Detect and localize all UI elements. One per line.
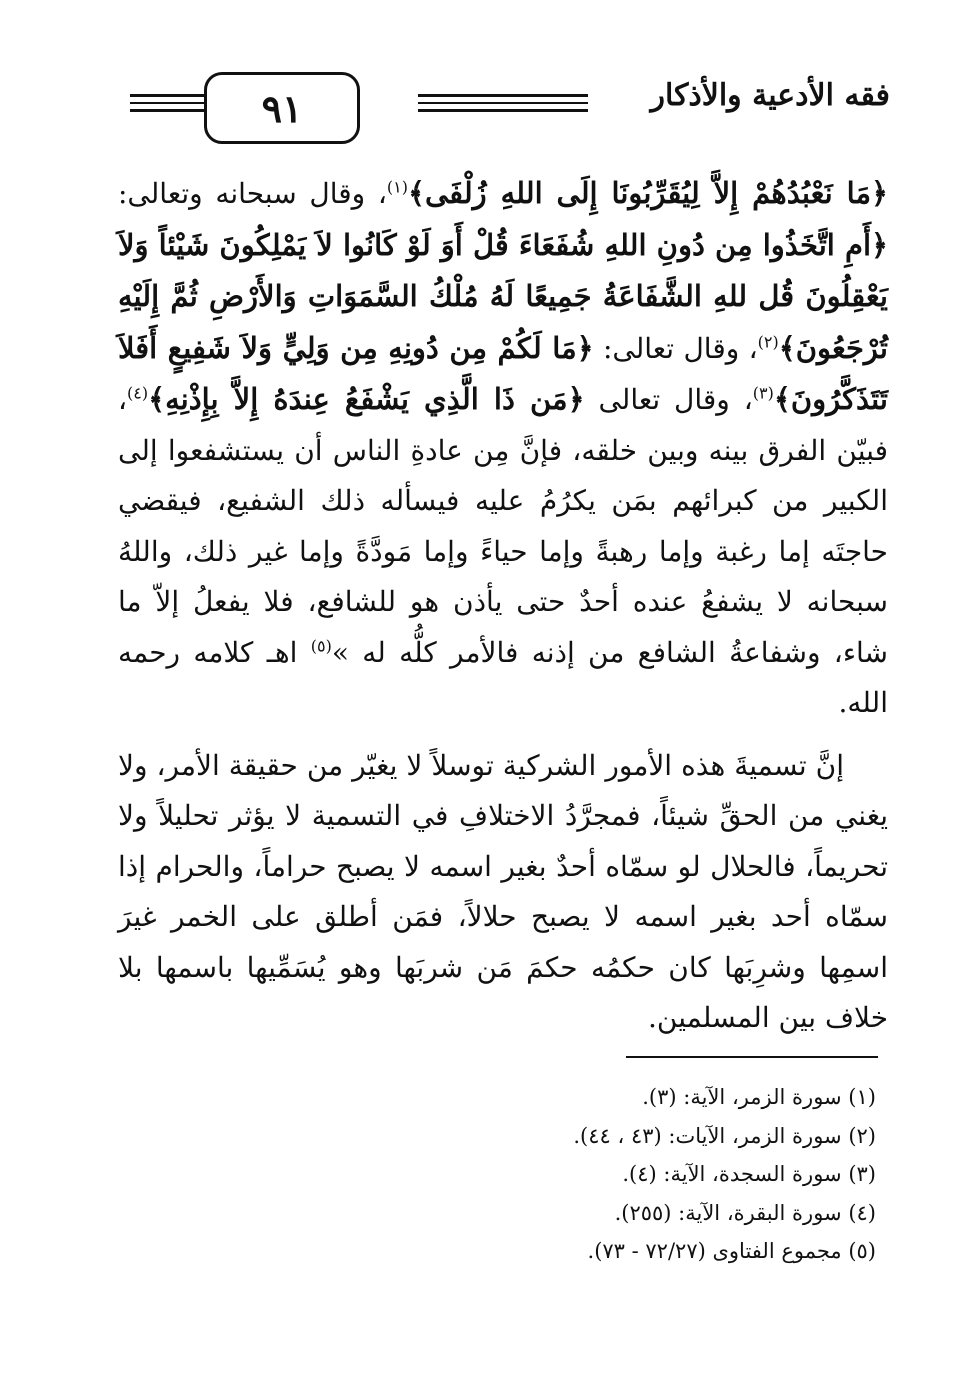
header-rule — [418, 102, 588, 104]
text-segment: ، وقال تعالى: — [593, 331, 758, 365]
text-segment: ، وقال تعالى — [584, 383, 753, 416]
footnote-separator — [626, 1056, 878, 1058]
footnote-ref: (٥) — [310, 636, 332, 656]
footnote: (٢) سورة الزمر، الآيات: (٤٣ ، ٤٤). — [573, 1123, 876, 1148]
footnote-ref: (٣) — [752, 383, 774, 403]
quran-verse: ﴿أَمِ اتَّخَذُوا مِن دُونِ اللهِ شُفَعَاءَ قُلْ أَوَ لَوْ كَانُوا لاَ يَمْلِكُونَ شَيْئاً وَلاَ يَعْقِلُونَ قُل للهِ الشَّفَاعَةُ جَمِيعًا لَهُ مُلْكُ السَّمَوَاتِ وَالأَرْضِ ثُمَّ إِلَيْهِ تُرْجَعُونَ﴾ — [118, 227, 888, 365]
quran-verse: ﴿مَن ذَا الَّذِي يَشْفَعُ عِندَهُ إِلاَّ بِإِذْنِهِ﴾ — [148, 382, 585, 416]
footnote-ref: (٢) — [757, 332, 779, 352]
footnotes — [276, 1078, 876, 1271]
text-segment: ، وقال سبحانه وتعالى: — [118, 177, 387, 210]
footnote: (٤) سورة البقرة، الآية: (٢٥٥). — [614, 1200, 876, 1225]
text-segment: اهـ كلامه رحمه الله. — [118, 635, 888, 719]
quran-verse: ﴿مَا نَعْبُدُهُمْ إِلاَّ لِيُقَرِّبُونَا إِلَى اللهِ زُلْفَى﴾ — [408, 176, 888, 210]
page-number: ٩١ — [204, 72, 360, 144]
running-title: فقه الأدعية والأذكار — [650, 78, 890, 113]
header-rule — [418, 94, 588, 97]
footnote: (١) سورة الزمر، الآية: (٣). — [642, 1085, 876, 1109]
page-header — [120, 66, 890, 144]
footnote-ref: (١) — [386, 177, 409, 197]
quran-verse: ﴿مَا لَكُمْ مِن دُونِهِ مِن وَلِيٍّ وَلاَ شَفِيعٍ أَفَلاَ تَتَذَكَّرُونَ﴾ — [118, 330, 888, 416]
text-segment: ، فبيّن الفرق بينه وبين خلقه، فإنَّ مِن عادةِ الناس أن يستشفعوا إلى الكبير من كبرائهم بمَن يكرُمُ عليه فيسأله ذلك الشفيع، فيقضي حاجتَه إما رغبة وإما رهبةً وإما حياءً وإما مَودَّةً وإما غير ذلك، واللهُ سبحانه لا يشفعُ عنده أحدٌ حتى يأذن هو للشافع، فلا يفعلُ إلاّ ما شاء، وشفاعةُ الشافع من إذنه فالأمر كلُّه له » — [118, 383, 888, 669]
header-rule — [418, 109, 588, 112]
paragraph: إنَّ تسميةَ هذه الأمور الشركية توسلاً لا يغيّر من حقيقة الأمر، ولا يغني من الحقِّ شيئاً، فمجرَّدُ الاختلافِ في التسمية لا يؤثر تحليلاً ولا تحريماً، فالحلال لو سمّاه أحدٌ بغير اسمه لا يصبح حراماً، والحرام إذا سمّاه أحد بغير اسمه لا يصبح حلالاً، فمَن أطلق على الخمر غيرَ اسمِها وشرِبَها كان حكمُه حكمَ مَن شربَها وهو يُسَمِّيها باسمها بلا خلاف بين المسلمين. — [118, 748, 888, 1034]
footnote: (٥) مجموع الفتاوى (٧٢/٢٧ - ٧٣). — [587, 1239, 876, 1263]
paragraph — [118, 168, 888, 729]
footnote: (٣) سورة السجدة، الآية: (٤). — [622, 1162, 876, 1186]
main-text — [118, 168, 888, 1044]
footnote-ref: (٤) — [127, 383, 149, 403]
